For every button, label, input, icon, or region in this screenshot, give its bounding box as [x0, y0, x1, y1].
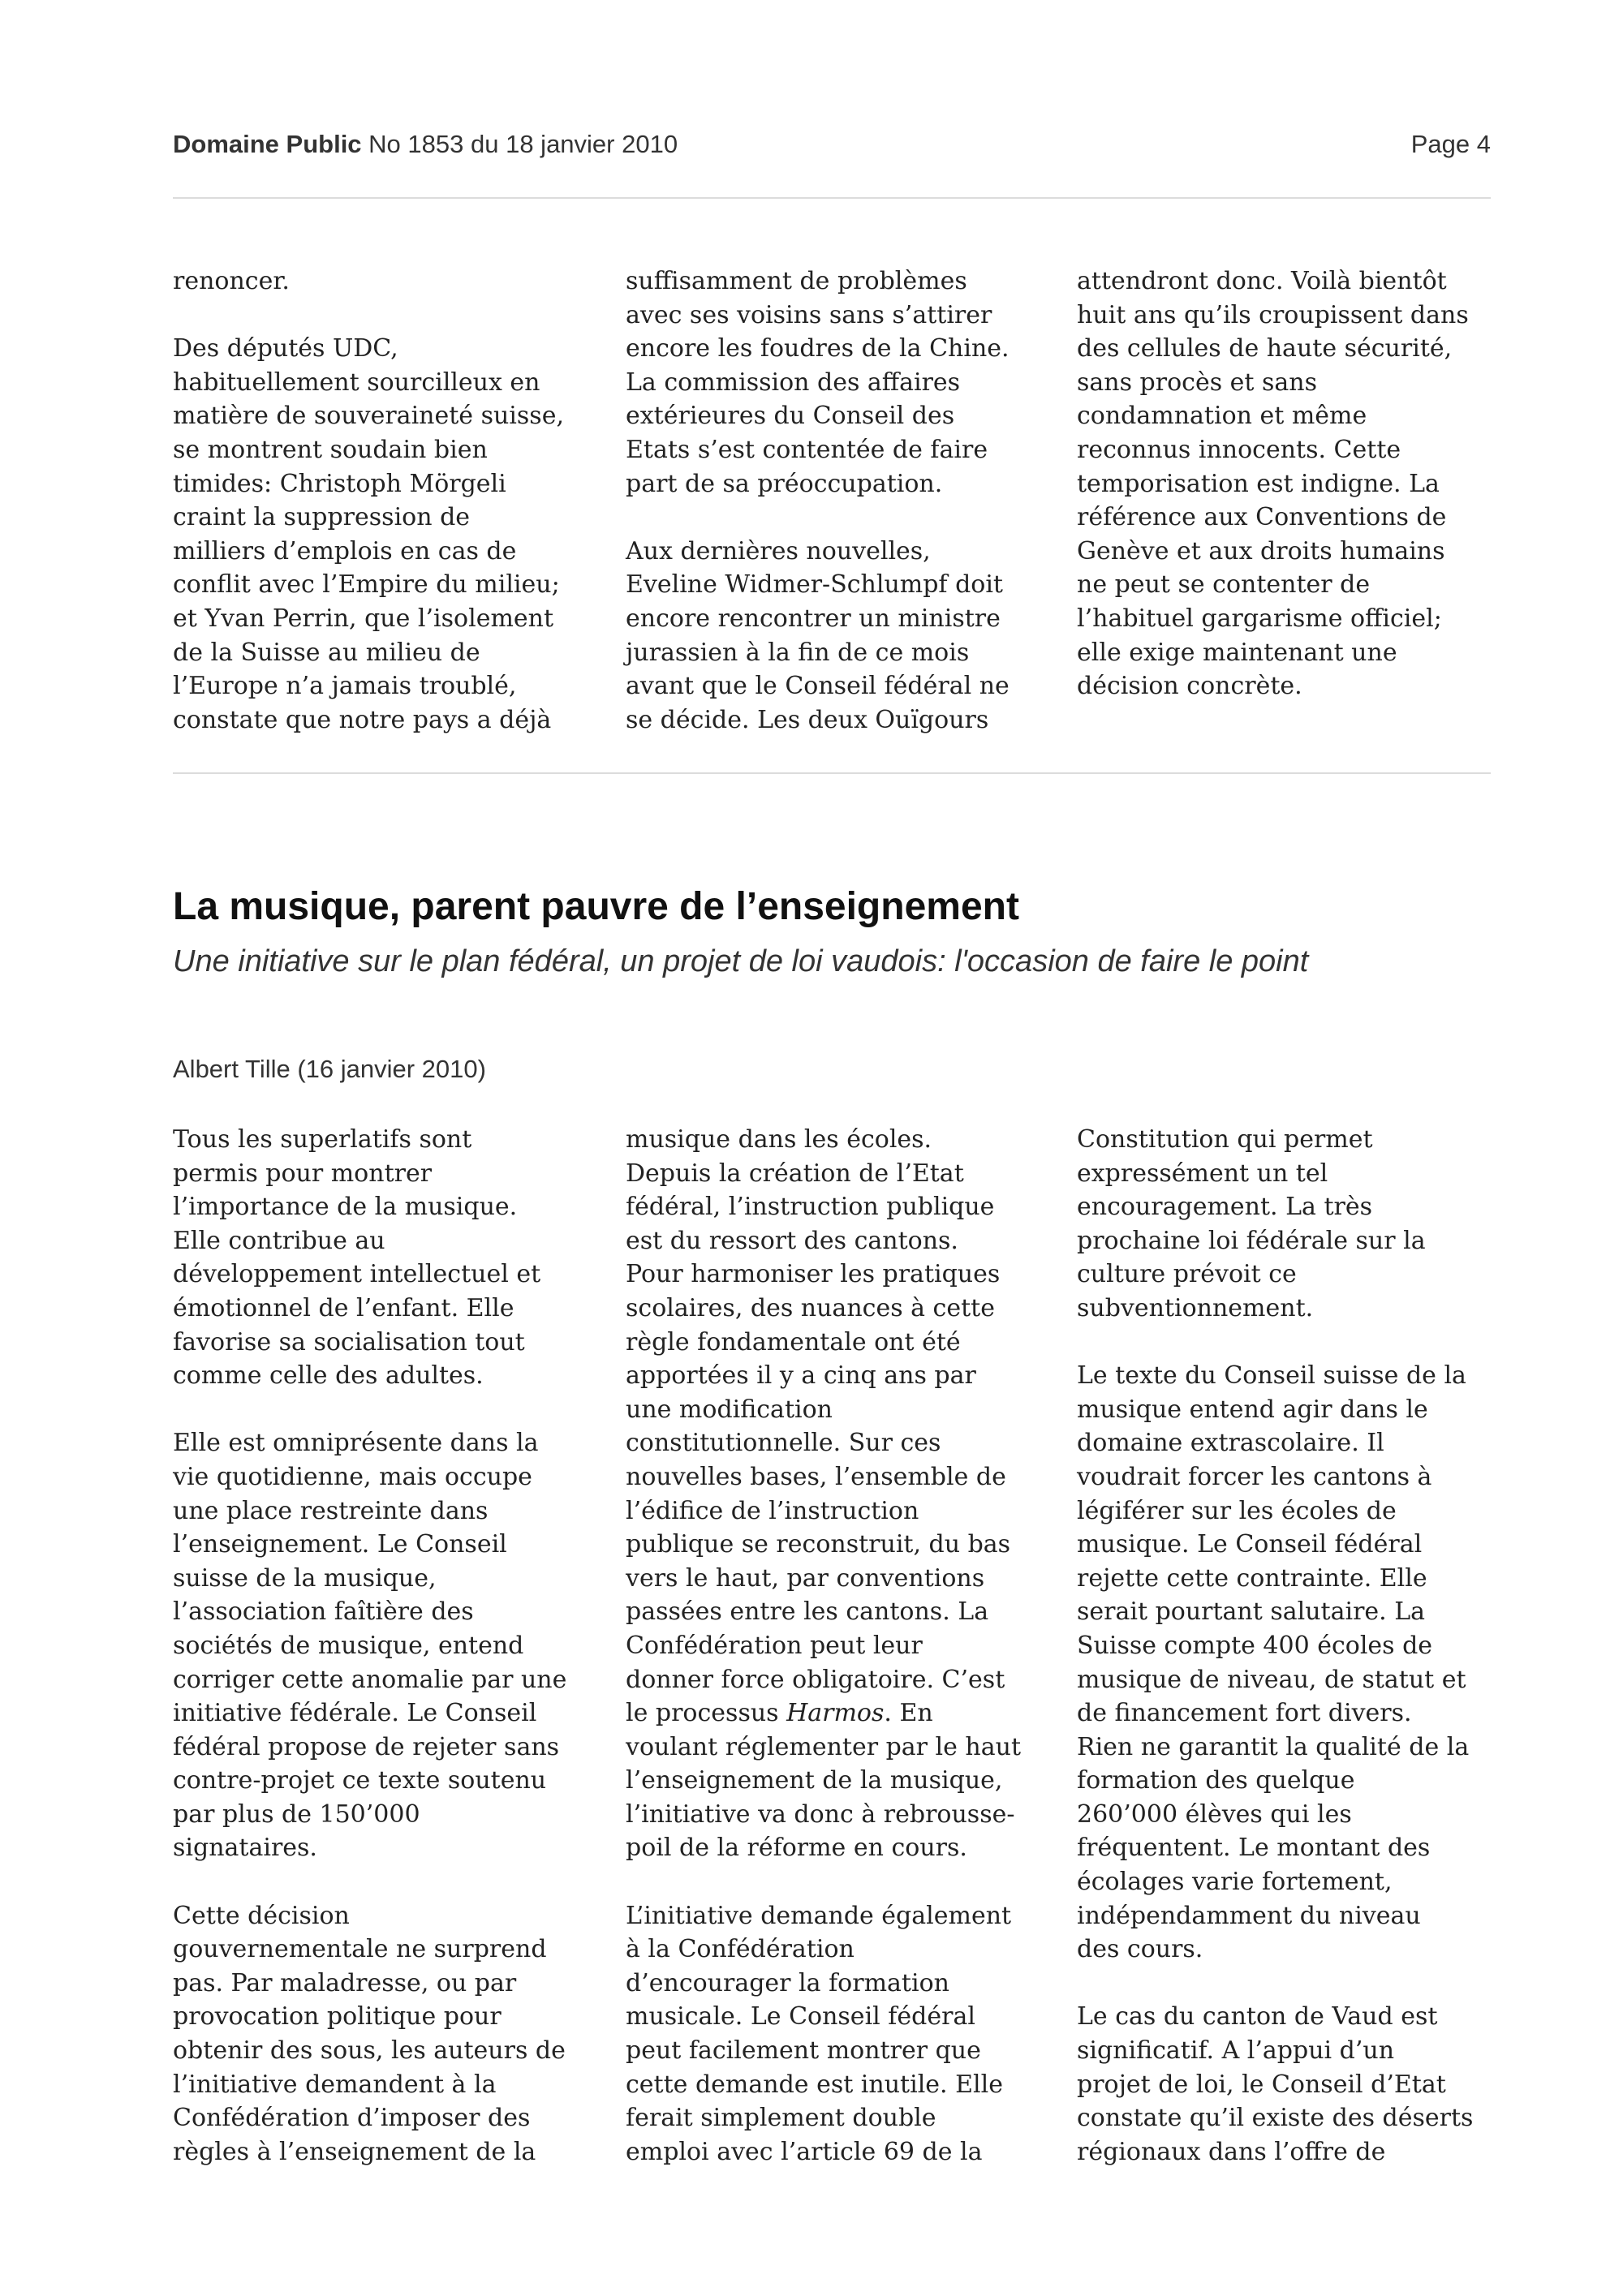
text-line: se décide. Les deux Ouïgours	[626, 705, 989, 734]
text-line: passées entre les cantons. La	[626, 1597, 989, 1627]
text-line: reconnus innocents. Cette	[1077, 435, 1401, 464]
text-line: l’enseignement. Le Conseil	[173, 1530, 507, 1559]
text-line: fréquentent. Le montant des	[1077, 1834, 1431, 1863]
text-line: 260’000 élèves qui les	[1077, 1799, 1352, 1829]
text-line: indépendamment du niveau	[1077, 1901, 1421, 1930]
article-title: La musique, parent pauvre de l’enseignement	[173, 885, 1019, 928]
text-line: suisse de la musique,	[173, 1563, 437, 1593]
text-line: gouvernementale ne surprend	[173, 1935, 547, 1964]
text-line: corriger cette anomalie par une	[173, 1665, 567, 1694]
text-line: référence aux Conventions de	[1077, 503, 1447, 532]
text-line: fédéral propose de rejeter sans	[173, 1732, 560, 1761]
text-line: musique dans les écoles.	[626, 1125, 932, 1154]
text-line: habituellement sourcilleux en	[173, 368, 540, 397]
text-line: des cellules de haute sécurité,	[1077, 334, 1453, 363]
text-line: scolaires, des nuances à cette	[626, 1293, 995, 1322]
text-line: Tous les superlatifs sont	[173, 1125, 472, 1154]
text-line: écolages varie fortement,	[1077, 1868, 1393, 1897]
text-line: temporisation est indigne. La	[1077, 469, 1440, 498]
article-col-1	[173, 1123, 603, 2203]
text-line: encore rencontrer un ministre	[626, 604, 1001, 633]
text-line: initiative fédérale. Le Conseil	[173, 1699, 537, 1728]
text-line: Depuis la création de l’Etat	[626, 1159, 964, 1188]
text-line: vie quotidienne, mais occupe	[173, 1462, 532, 1491]
header-divider	[173, 197, 1491, 199]
text-line: emploi avec l’article 69 de la	[626, 2137, 983, 2166]
text-line: Elle est omniprésente dans la	[173, 1429, 539, 1458]
text-line: Eveline Widmer-Schlumpf doit	[626, 570, 1003, 600]
text-line: de la Suisse au milieu de	[173, 638, 480, 667]
article-byline: Albert Tille (16 janvier 2010)	[173, 1055, 486, 1083]
text-line: l’enseignement de la musique,	[626, 1766, 1003, 1795]
text-line: ferait simplement double	[626, 2104, 936, 2133]
paragraph	[173, 1123, 603, 1393]
text-line: condamnation et même	[1077, 402, 1367, 431]
article-col-2	[626, 1123, 1056, 2203]
text-line: cette demande est inutile. Elle	[626, 2070, 1003, 2099]
text-line: provocation politique pour	[173, 2002, 502, 2032]
text-line: constitutionnelle. Sur ces	[626, 1429, 941, 1458]
page-number: Page 4	[1410, 130, 1491, 158]
text-line: rejette cette contrainte. Elle	[1077, 1563, 1427, 1593]
text-line: domaine extrascolaire. Il	[1077, 1429, 1384, 1458]
text-line: Pour harmoniser les pratiques	[626, 1260, 1001, 1289]
text-line: voulant réglementer par le haut	[626, 1732, 1022, 1761]
text-line: constate que notre pays a déjà	[173, 705, 552, 734]
issue-info: No 1853 du 18 janvier 2010	[368, 130, 678, 158]
text-line: matière de souveraineté suisse,	[173, 402, 564, 431]
text-line: Suisse compte 400 écoles de	[1077, 1631, 1433, 1660]
text-line: prochaine loi fédérale sur la	[1077, 1226, 1426, 1255]
article-col-3	[1077, 1123, 1507, 2203]
text-line: milliers d’emplois en cas de	[173, 536, 517, 565]
text-line: Aux dernières nouvelles,	[626, 536, 931, 565]
text-line: comme celle des adultes.	[173, 1361, 484, 1391]
text-line: favorise sa socialisation tout	[173, 1327, 525, 1357]
paragraph	[626, 1123, 1056, 1865]
text-line: décision concrète.	[1077, 672, 1302, 701]
text-line: une place restreinte dans	[173, 1496, 489, 1525]
text-line: fédéral, l’instruction publique	[626, 1193, 995, 1222]
paragraph	[173, 1899, 603, 2169]
prev-article-col-1	[173, 264, 603, 771]
paragraph	[626, 264, 1056, 501]
text-line: publique se reconstruit, du bas	[626, 1530, 1011, 1559]
paragraph	[1077, 264, 1507, 703]
text-line: nouvelles bases, l’ensemble de	[626, 1462, 1006, 1491]
text-line: Elle contribue au	[173, 1226, 385, 1255]
text-line: apportées il y a cinq ans par	[626, 1361, 976, 1391]
text-line: serait pourtant salutaire. La	[1077, 1597, 1426, 1627]
text-line: d’encourager la formation	[626, 1968, 949, 1997]
paragraph	[173, 332, 603, 737]
text-line: pas. Par maladresse, ou par	[173, 1968, 517, 1997]
text-line: à la Confédération	[626, 1935, 855, 1964]
text-line: jurassien à la fin de ce mois	[626, 638, 970, 667]
text-line: Le texte du Conseil suisse de la	[1077, 1361, 1466, 1391]
text-line: sans procès et sans	[1077, 368, 1317, 397]
text-line: est du ressort des cantons.	[626, 1226, 958, 1255]
text-line: conflit avec l’Empire du milieu;	[173, 570, 560, 600]
paragraph	[173, 1426, 603, 1865]
text-line: formation des quelque	[1077, 1766, 1355, 1795]
paragraph	[626, 1899, 1056, 2169]
text-line: avec ses voisins sans s’attirer	[626, 300, 992, 329]
article-subtitle: Une initiative sur le plan fédéral, un projet de loi vaudois: l'occasion de faire le point	[173, 944, 1309, 978]
text-line: ne peut se contenter de	[1077, 570, 1371, 600]
text-line: une modification	[626, 1395, 833, 1424]
text-line: culture prévoit ce	[1077, 1260, 1297, 1289]
text-line: Le cas du canton de Vaud est	[1077, 2002, 1438, 2032]
text-line: projet de loi, le Conseil d’Etat	[1077, 2070, 1446, 2099]
text-line: encore les foudres de la Chine.	[626, 334, 1010, 363]
text-line: l’habituel gargarisme officiel;	[1077, 604, 1442, 633]
text-line: Rien ne garantit la qualité de la	[1077, 1732, 1470, 1761]
paragraph	[1077, 2000, 1507, 2169]
text-line: subventionnement.	[1077, 1293, 1314, 1322]
text-line: le processus Harmos. En	[626, 1699, 933, 1728]
text-line: Cette décision	[173, 1901, 350, 1930]
page-header	[173, 130, 1491, 170]
text-line: et Yvan Perrin, que l’isolement	[173, 604, 554, 633]
paragraph	[1077, 1359, 1507, 1967]
text-line: vers le haut, par conventions	[626, 1563, 985, 1593]
text-line: régionaux dans l’offre de	[1077, 2137, 1386, 2166]
text-line: musique entend agir dans le	[1077, 1395, 1428, 1424]
prev-article-col-2	[626, 264, 1056, 771]
text-line: de financement fort divers.	[1077, 1699, 1412, 1728]
text-line: légiférer sur les écoles de	[1077, 1496, 1397, 1525]
text-line: timides: Christoph Mörgeli	[173, 469, 506, 498]
prev-article-col-3	[1077, 264, 1507, 737]
text-line: constate qu’il existe des déserts	[1077, 2104, 1474, 2133]
text-line: L’initiative demande également	[626, 1901, 1012, 1930]
text-line: Confédération d’imposer des	[173, 2104, 531, 2133]
text-line: voudrait forcer les cantons à	[1077, 1462, 1432, 1491]
text-line: Des députés UDC,	[173, 334, 398, 363]
text-line: suffisamment de problèmes	[626, 267, 967, 295]
paragraph	[626, 535, 1056, 737]
text-line: La commission des affaires	[626, 368, 961, 397]
text-line: renoncer.	[173, 267, 290, 295]
text-line: émotionnel de l’enfant. Elle	[173, 1293, 514, 1322]
paragraph	[1077, 1123, 1507, 1326]
text-line: par plus de 150’000	[173, 1799, 420, 1829]
text-line: règles à l’enseignement de la	[173, 2137, 536, 2166]
text-line: extérieures du Conseil des	[626, 402, 955, 431]
text-line: attendront donc. Voilà bientôt	[1077, 267, 1447, 295]
text-line: musique de niveau, de statut et	[1077, 1665, 1466, 1694]
text-line: l’importance de la musique.	[173, 1193, 518, 1222]
text-line: des cours.	[1077, 1935, 1203, 1964]
text-line: l’association faîtière des	[173, 1597, 474, 1627]
publication-name: Domaine Public	[173, 130, 362, 158]
text-line: l’initiative va donc à rebrousse-	[626, 1799, 1015, 1829]
text-line: donner force obligatoire. C’est	[626, 1665, 1005, 1694]
text-line: elle exige maintenant une	[1077, 638, 1397, 667]
text-line: règle fondamentale ont été	[626, 1327, 961, 1357]
text-line: significatif. A l’appui d’un	[1077, 2036, 1395, 2066]
text-line: l’édifice de l’instruction	[626, 1496, 919, 1525]
text-line: développement intellectuel et	[173, 1260, 541, 1289]
text-line: encouragement. La très	[1077, 1193, 1372, 1222]
text-line: huit ans qu’ils croupissent dans	[1077, 300, 1469, 329]
text-line: peut facilement montrer que	[626, 2036, 981, 2066]
paragraph	[173, 264, 603, 299]
text-line: poil de la réforme en cours.	[626, 1834, 967, 1863]
text-line: craint la suppression de	[173, 503, 471, 532]
text-line: sociétés de musique, entend	[173, 1631, 524, 1660]
text-line: avant que le Conseil fédéral ne	[626, 672, 1010, 701]
article-divider	[173, 772, 1491, 774]
text-line: contre-projet ce texte soutenu	[173, 1766, 547, 1795]
text-line: musique. Le Conseil fédéral	[1077, 1530, 1423, 1559]
text-line: l’initiative demandent à la	[173, 2070, 497, 2099]
text-line: Genève et aux droits humains	[1077, 536, 1445, 565]
text-line: l’Europe n’a jamais troublé,	[173, 672, 517, 701]
text-line: musicale. Le Conseil fédéral	[626, 2002, 975, 2032]
text-line: se montrent soudain bien	[173, 435, 488, 464]
text-line: permis pour montrer	[173, 1159, 433, 1188]
text-line: part de sa préoccupation.	[626, 469, 943, 498]
text-line: signataires.	[173, 1834, 317, 1863]
text-line: obtenir des sous, les auteurs de	[173, 2036, 566, 2066]
text-line: Etats s’est contentée de faire	[626, 435, 988, 464]
text-line: Confédération peut leur	[626, 1631, 923, 1660]
text-line: Constitution qui permet	[1077, 1125, 1373, 1154]
text-line: expressément un tel	[1077, 1159, 1328, 1188]
